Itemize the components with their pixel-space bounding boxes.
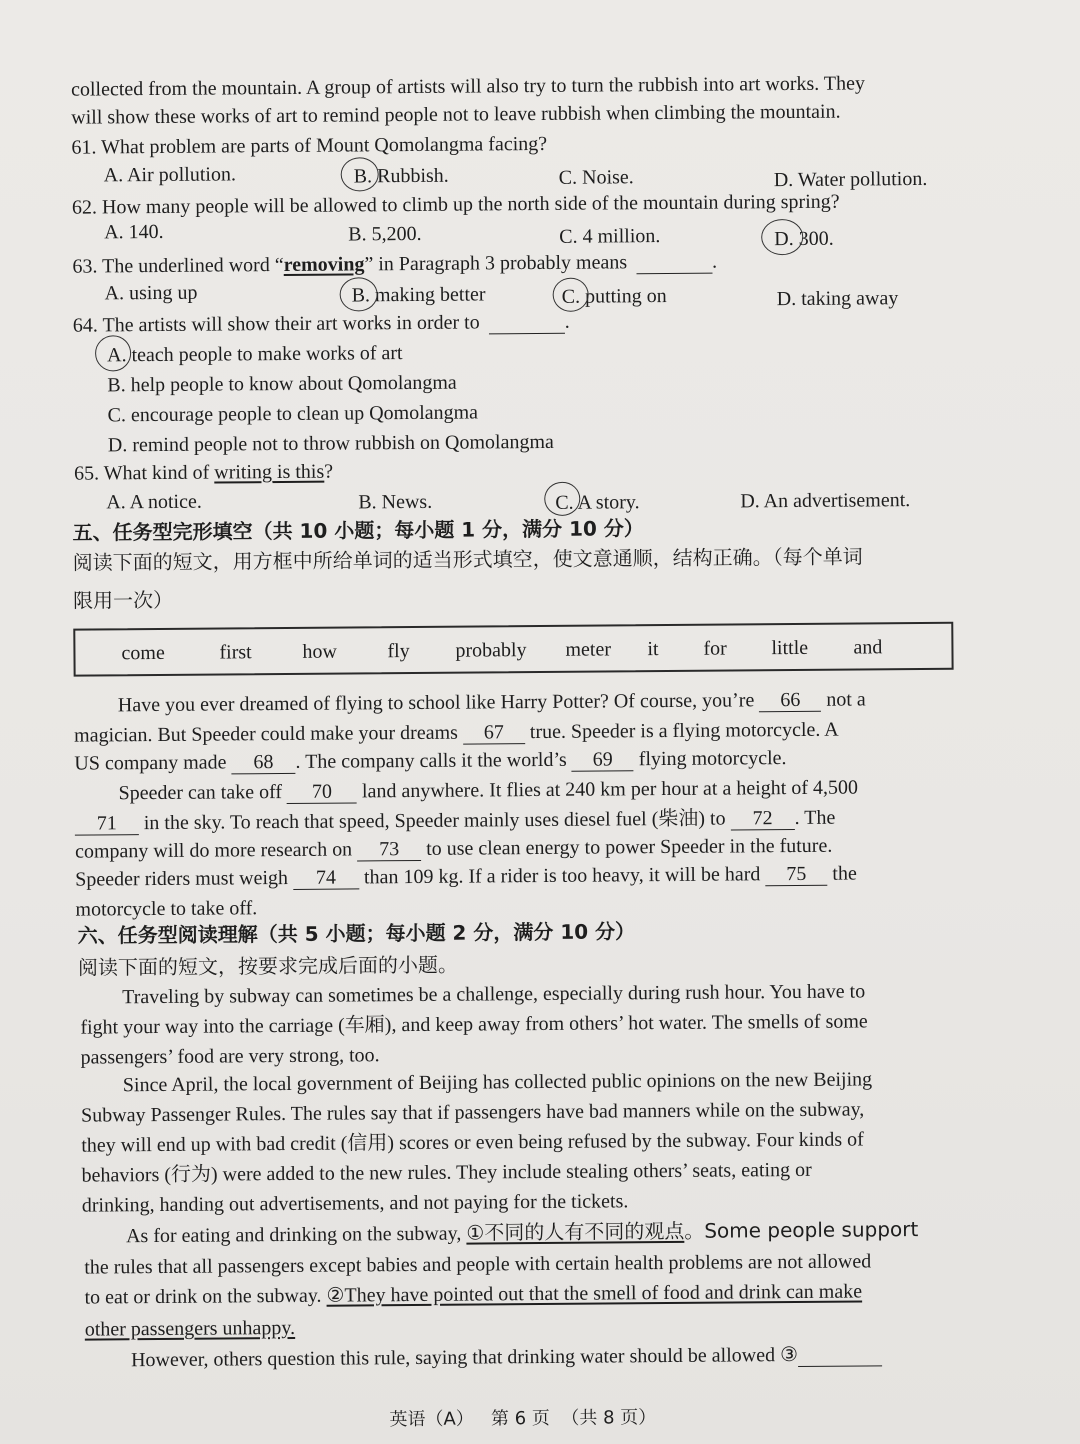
reading-text: As for eating and drinking on the subway, <box>125 1222 462 1248</box>
blank-69[interactable]: 69 <box>572 748 634 771</box>
cloze-text: Have you ever dreamed of flying to school like Harry Potter? Of course, you’re <box>117 689 755 717</box>
q62-option-d[interactable]: D. 300. <box>774 227 834 251</box>
q61-option-b[interactable]: B. Rubbish. <box>353 164 449 188</box>
blank-73[interactable]: 73 <box>357 838 421 862</box>
cloze-text: Speeder riders must weigh <box>75 866 289 891</box>
q61-option-a[interactable]: A. Air pollution. <box>103 163 237 187</box>
q61-option-c[interactable]: C. Noise. <box>558 166 634 189</box>
cloze-text: magician. But Speeder could make your dreams <box>74 721 458 747</box>
reading-line: the rules that all passengers except babies and people with certain health problems are not allowed <box>84 1250 872 1279</box>
section6-heading: 六、任务型阅读理解（共 5 小题；每小题 2 分，满分 10 分） <box>77 919 636 948</box>
section5-instruction: 阅读下面的短文，用方框中所给单词的适当形式填空，使文意通顺，结构正确。（每个单词 <box>72 544 863 575</box>
q64-option-d[interactable]: D. remind people not to throw rubbish on Qomolangma <box>107 430 554 457</box>
q63-underlined-word: removing <box>283 253 365 276</box>
section6-instruction: 阅读下面的短文，按要求完成后面的小题。 <box>77 952 459 980</box>
cloze-line: motorcycle to take off. <box>75 897 258 921</box>
reading-line: Subway Passenger Rules. The rules say that if passengers have bad manners while on the subway, <box>81 1098 865 1127</box>
q65-stem-post: ? <box>324 460 334 483</box>
answer-circle-mark <box>544 482 580 516</box>
q63-stem-post: ” in Paragraph 3 probably means <box>364 251 628 276</box>
word-box-item: little <box>771 636 809 660</box>
blank-70[interactable]: 70 <box>287 780 357 804</box>
blank-66[interactable]: 66 <box>759 689 821 712</box>
reading-line: drinking, handing out advertisements, and not paying for the tickets. <box>81 1190 629 1217</box>
answer-circle-mark <box>341 157 379 191</box>
translation-target-2: ②They have pointed out that the smell of food and drink can make <box>326 1280 863 1307</box>
question-62: 62. How many people will be allowed to climb up the north side of the mountain during spring? <box>71 190 840 219</box>
translation-target-1: ①不同的人有不同的观点 <box>466 1218 685 1245</box>
cloze-text: Speeder can take off <box>118 781 283 805</box>
answer-circle-mark <box>340 277 378 311</box>
section5-instruction: 限用一次） <box>72 587 174 613</box>
reading-line: Traveling by subway can sometimes be a challenge, especially during rush hour. You have to <box>122 980 866 1009</box>
q62-option-b[interactable]: B. 5,200. <box>348 222 422 246</box>
reading-line: behaviors (行为) were added to the new rules. They include stealing others’ seats, eating or <box>81 1158 812 1187</box>
q63-option-b[interactable]: B. making better <box>351 283 486 307</box>
q64-option-a[interactable]: A. teach people to make works of art <box>107 342 403 367</box>
reading-line: fight your way into the carriage (车厢), and keep away from others’ hot water. The smells of some <box>80 1010 868 1039</box>
question-mark-3: ③ <box>779 1341 799 1367</box>
translation-target-2-cont: other passengers unhappy. <box>84 1316 296 1341</box>
q65-stem-pre: 65. What kind of <box>73 461 215 485</box>
blank-67[interactable]: 67 <box>463 721 525 744</box>
question-65 <box>74 458 333 488</box>
cloze-text: to use clean energy to power Speeder in the future. <box>426 834 833 860</box>
reading-line: passengers’ food are very strong, too. <box>80 1044 380 1069</box>
q62-option-c[interactable]: C. 4 million. <box>559 225 661 248</box>
cloze-line <box>118 685 866 719</box>
word-box-item: first <box>219 641 252 664</box>
word-box-item: come <box>121 641 165 665</box>
cloze-text: . The company calls it the world’s <box>295 748 567 773</box>
section5-heading: 五、任务型完形填空（共 10 小题；每小题 1 分，满分 10 分） <box>72 516 644 545</box>
reading-text: to eat or drink on the subway. <box>84 1284 322 1309</box>
question-61: 61. What problem are parts of Mount Qomolangma facing? <box>71 132 548 159</box>
reading-line <box>131 1339 882 1374</box>
answer-circle-mark <box>761 219 803 255</box>
q64-stem: 64. The artists will show their art works in order to <box>72 311 480 337</box>
reading-text: 。Some people support <box>684 1217 919 1243</box>
q63-option-c[interactable]: C. putting on <box>561 284 667 308</box>
reading-text: However, others question this rule, saying that drinking water should be allowed <box>130 1344 776 1372</box>
answer-blank[interactable] <box>798 1343 882 1367</box>
q61-option-d[interactable]: D. Water pollution. <box>773 167 928 192</box>
cloze-line <box>75 860 857 894</box>
q64-option-c[interactable]: C. encourage people to clean up Qomolangma <box>107 401 479 427</box>
cloze-text: than 109 kg. If a rider is too heavy, it will be hard <box>363 863 761 889</box>
word-box-item: and <box>853 636 883 659</box>
q63-stem-pre: 63. The underlined word “ <box>72 253 284 278</box>
cloze-text: in the sky. To reach that speed, Speeder mainly uses diesel fuel (柴油) to <box>143 807 726 835</box>
word-box-item: for <box>703 637 727 660</box>
q63-option-a[interactable]: A. using up <box>104 281 198 305</box>
blank-72[interactable]: 72 <box>730 807 794 831</box>
cloze-text: not a <box>826 688 866 711</box>
reading-line <box>84 1277 862 1311</box>
cloze-text: the <box>832 862 857 885</box>
cloze-line <box>74 744 786 778</box>
word-box-item: how <box>302 640 337 663</box>
blank-75[interactable]: 75 <box>765 863 827 886</box>
word-box <box>73 622 953 677</box>
q62-option-a[interactable]: A. 140. <box>104 220 164 244</box>
intro-line: will show these works of art to remind people not to leave rubbish when climbing the mountain. <box>71 100 841 129</box>
cloze-text: land anywhere. It flies at 240 km per hour at a height of 4,500 <box>361 776 859 803</box>
cloze-text: flying motorcycle. <box>638 747 787 771</box>
reading-line: they will end up with bad credit (信用) scores or even being refused by the subway. Four kinds of <box>81 1128 864 1157</box>
cloze-text: . The <box>794 806 836 830</box>
q64-option-b[interactable]: B. help people to know about Qomolangma <box>107 371 457 397</box>
page-footer: 英语（A） 第 6 页 （共 8 页） <box>389 1407 657 1431</box>
blank-74[interactable]: 74 <box>293 866 359 890</box>
intro-line: collected from the mountain. A group of artists will also try to turn the rubbish into art works. They <box>70 72 866 101</box>
q65-option-a[interactable]: A. A notice. <box>106 490 202 514</box>
answer-blank[interactable] <box>636 251 712 275</box>
blank-71[interactable]: 71 <box>75 812 139 836</box>
blank-68[interactable]: 68 <box>231 751 295 775</box>
q65-underlined: writing is this <box>214 460 325 484</box>
word-box-item: it <box>647 638 659 661</box>
q65-option-c[interactable]: C. A story. <box>555 491 640 514</box>
question-63: 63. The underlined word “removing” in Paragraph 3 probably means . <box>72 250 718 278</box>
q65-option-b[interactable]: B. News. <box>358 490 433 514</box>
cloze-text: company will do more research on <box>74 838 353 863</box>
cloze-text: true. Speeder is a flying motorcycle. A <box>529 718 839 744</box>
question-64: 64. The artists will show their art works in order to . <box>72 310 570 337</box>
answer-circle-mark <box>95 335 131 371</box>
word-box-item: meter <box>565 638 612 661</box>
q65-option-d[interactable]: D. An advertisement. <box>740 489 911 513</box>
reading-line <box>126 1215 918 1250</box>
word-box-item: probably <box>455 639 527 662</box>
q63-option-d[interactable]: D. taking away <box>776 287 899 311</box>
answer-blank[interactable] <box>489 311 565 335</box>
word-box-item: fly <box>387 640 410 663</box>
cloze-line <box>118 774 858 808</box>
cloze-text: US company made <box>74 751 227 775</box>
reading-line: Since April, the local government of Beijing has collected public opinions on the new Beijing <box>122 1068 873 1097</box>
answer-circle-mark <box>553 278 589 312</box>
